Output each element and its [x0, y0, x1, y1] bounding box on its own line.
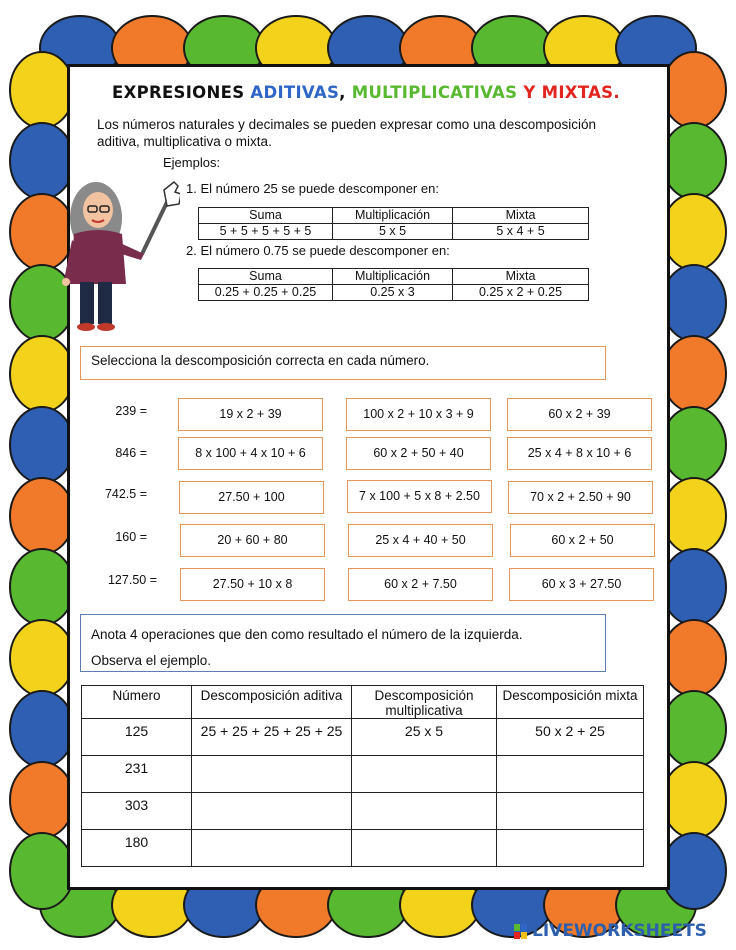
option-button[interactable]: 60 x 3 + 27.50 [509, 568, 654, 601]
option-button[interactable]: 25 x 4 + 40 + 50 [348, 524, 493, 557]
example1-heading: 1. El número 25 se puede descomponer en: [186, 181, 439, 196]
border-dot [662, 407, 726, 483]
table-row-number: 231 [82, 756, 192, 793]
example2-header-mixta: Mixta [453, 269, 589, 285]
option-button[interactable]: 25 x 4 + 8 x 10 + 6 [507, 437, 652, 470]
table-header-mixta: Descomposición mixta [497, 686, 644, 719]
row-label-239: 239 = [115, 404, 147, 418]
table-input-mixta[interactable] [497, 793, 644, 830]
border-dot [10, 549, 74, 625]
border-dot [662, 123, 726, 199]
border-dot [662, 265, 726, 341]
table-input-aditiva[interactable] [192, 830, 352, 867]
table-row-number: 180 [82, 830, 192, 867]
option-button[interactable]: 27.50 + 100 [179, 481, 324, 514]
example1-value-suma: 5 + 5 + 5 + 5 + 5 [199, 224, 333, 240]
example2-header-multiplicacion: Multiplicación [333, 269, 453, 285]
title-part-multiplicativas: MULTIPLICATIVAS [351, 83, 518, 102]
example1-header-mixta: Mixta [453, 208, 589, 224]
border-dot [662, 194, 726, 270]
title-part-mixtas: Y MIXTAS [517, 83, 614, 102]
row-label-846: 846 = [115, 446, 147, 460]
border-dot [10, 478, 74, 554]
examples-label: Ejemplos: [163, 155, 221, 170]
option-button[interactable]: 60 x 2 + 39 [507, 398, 652, 431]
example1-value-multiplicacion: 5 x 5 [333, 224, 453, 240]
example2-header-suma: Suma [199, 269, 333, 285]
border-dot [10, 762, 74, 838]
table-input-mixta[interactable] [497, 756, 644, 793]
table-cell-mixta: 50 x 2 + 25 [497, 719, 644, 756]
option-button[interactable]: 70 x 2 + 2.50 + 90 [508, 481, 653, 514]
intro-text: Los números naturales y decimales se pueden expresar como una descomposición aditiva, multiplicativa o mixta. [97, 117, 597, 149]
decomposition-table [81, 685, 644, 867]
option-button[interactable]: 100 x 2 + 10 x 3 + 9 [346, 398, 491, 431]
title-part-aditivas: ADITIVAS [250, 83, 340, 102]
title-comma: , [339, 83, 352, 102]
pointing-hand-icon [164, 182, 180, 206]
liveworksheets-brand: LIVEWORKSHEETS [532, 921, 707, 941]
option-button[interactable]: 60 x 2 + 7.50 [348, 568, 493, 601]
table-header-numero: Número [82, 686, 192, 719]
border-dot [662, 833, 726, 909]
border-dot [10, 52, 74, 128]
teacher-illustration [60, 176, 180, 336]
example2-heading: 2. El número 0.75 se puede descomponer en: [186, 243, 450, 258]
border-dot [662, 336, 726, 412]
table-row-number: 125 [82, 719, 192, 756]
border-dot [662, 620, 726, 696]
table-input-multiplicativa[interactable] [352, 793, 497, 830]
example2-table [198, 268, 589, 301]
table-header-multiplicativa: Descomposición multiplicativa [352, 686, 497, 719]
title-part-expresiones: EXPRESIONES [112, 83, 251, 102]
option-button[interactable]: 27.50 + 10 x 8 [180, 568, 325, 601]
border-dot [10, 691, 74, 767]
table-cell-multiplicativa: 25 x 5 [352, 719, 497, 756]
row-label-160: 160 = [115, 530, 147, 544]
page-title [112, 83, 620, 102]
row-label-742-5: 742.5 = [104, 487, 147, 501]
exercise2-instruction-line2: Observa el ejemplo. [91, 653, 212, 668]
option-button[interactable]: 19 x 2 + 39 [178, 398, 323, 431]
table-input-multiplicativa[interactable] [352, 830, 497, 867]
border-dot [10, 336, 74, 412]
table-input-aditiva[interactable] [192, 793, 352, 830]
option-button[interactable]: 60 x 2 + 50 + 40 [346, 437, 491, 470]
table-header-aditiva: Descomposición aditiva [192, 686, 352, 719]
exercise1-instruction: Selecciona la descomposición correcta en cada número. [80, 346, 606, 380]
liveworksheets-logo-icon [514, 924, 528, 940]
example1-value-mixta: 5 x 4 + 5 [453, 224, 589, 240]
table-input-aditiva[interactable] [192, 756, 352, 793]
border-dot [10, 407, 74, 483]
example1-header-suma: Suma [199, 208, 333, 224]
exercise2-instructions [80, 614, 606, 672]
row-label-127-50: 127.50 = [107, 573, 157, 587]
border-dot [10, 833, 74, 909]
border-dot [662, 549, 726, 625]
example2-value-mixta: 0.25 x 2 + 0.25 [453, 285, 589, 301]
border-dot [662, 52, 726, 128]
exercise2-instruction-line1: Anota 4 operaciones que den como resultado el número de la izquierda. [91, 627, 523, 642]
option-button[interactable]: 7 x 100 + 5 x 8 + 2.50 [347, 480, 492, 513]
border-dot [662, 762, 726, 838]
border-dot [662, 478, 726, 554]
table-input-mixta[interactable] [497, 830, 644, 867]
border-dot [10, 620, 74, 696]
table-input-multiplicativa[interactable] [352, 756, 497, 793]
table-cell-aditiva: 25 + 25 + 25 + 25 + 25 [192, 719, 352, 756]
table-row-number: 303 [82, 793, 192, 830]
option-button[interactable]: 8 x 100 + 4 x 10 + 6 [178, 437, 323, 470]
option-button[interactable]: 20 + 60 + 80 [180, 524, 325, 557]
example1-table [198, 207, 589, 240]
title-period: . [613, 83, 620, 102]
example2-value-suma: 0.25 + 0.25 + 0.25 [199, 285, 333, 301]
example1-header-multiplicacion: Multiplicación [333, 208, 453, 224]
border-dot [662, 691, 726, 767]
option-button[interactable]: 60 x 2 + 50 [510, 524, 655, 557]
example2-value-multiplicacion: 0.25 x 3 [333, 285, 453, 301]
